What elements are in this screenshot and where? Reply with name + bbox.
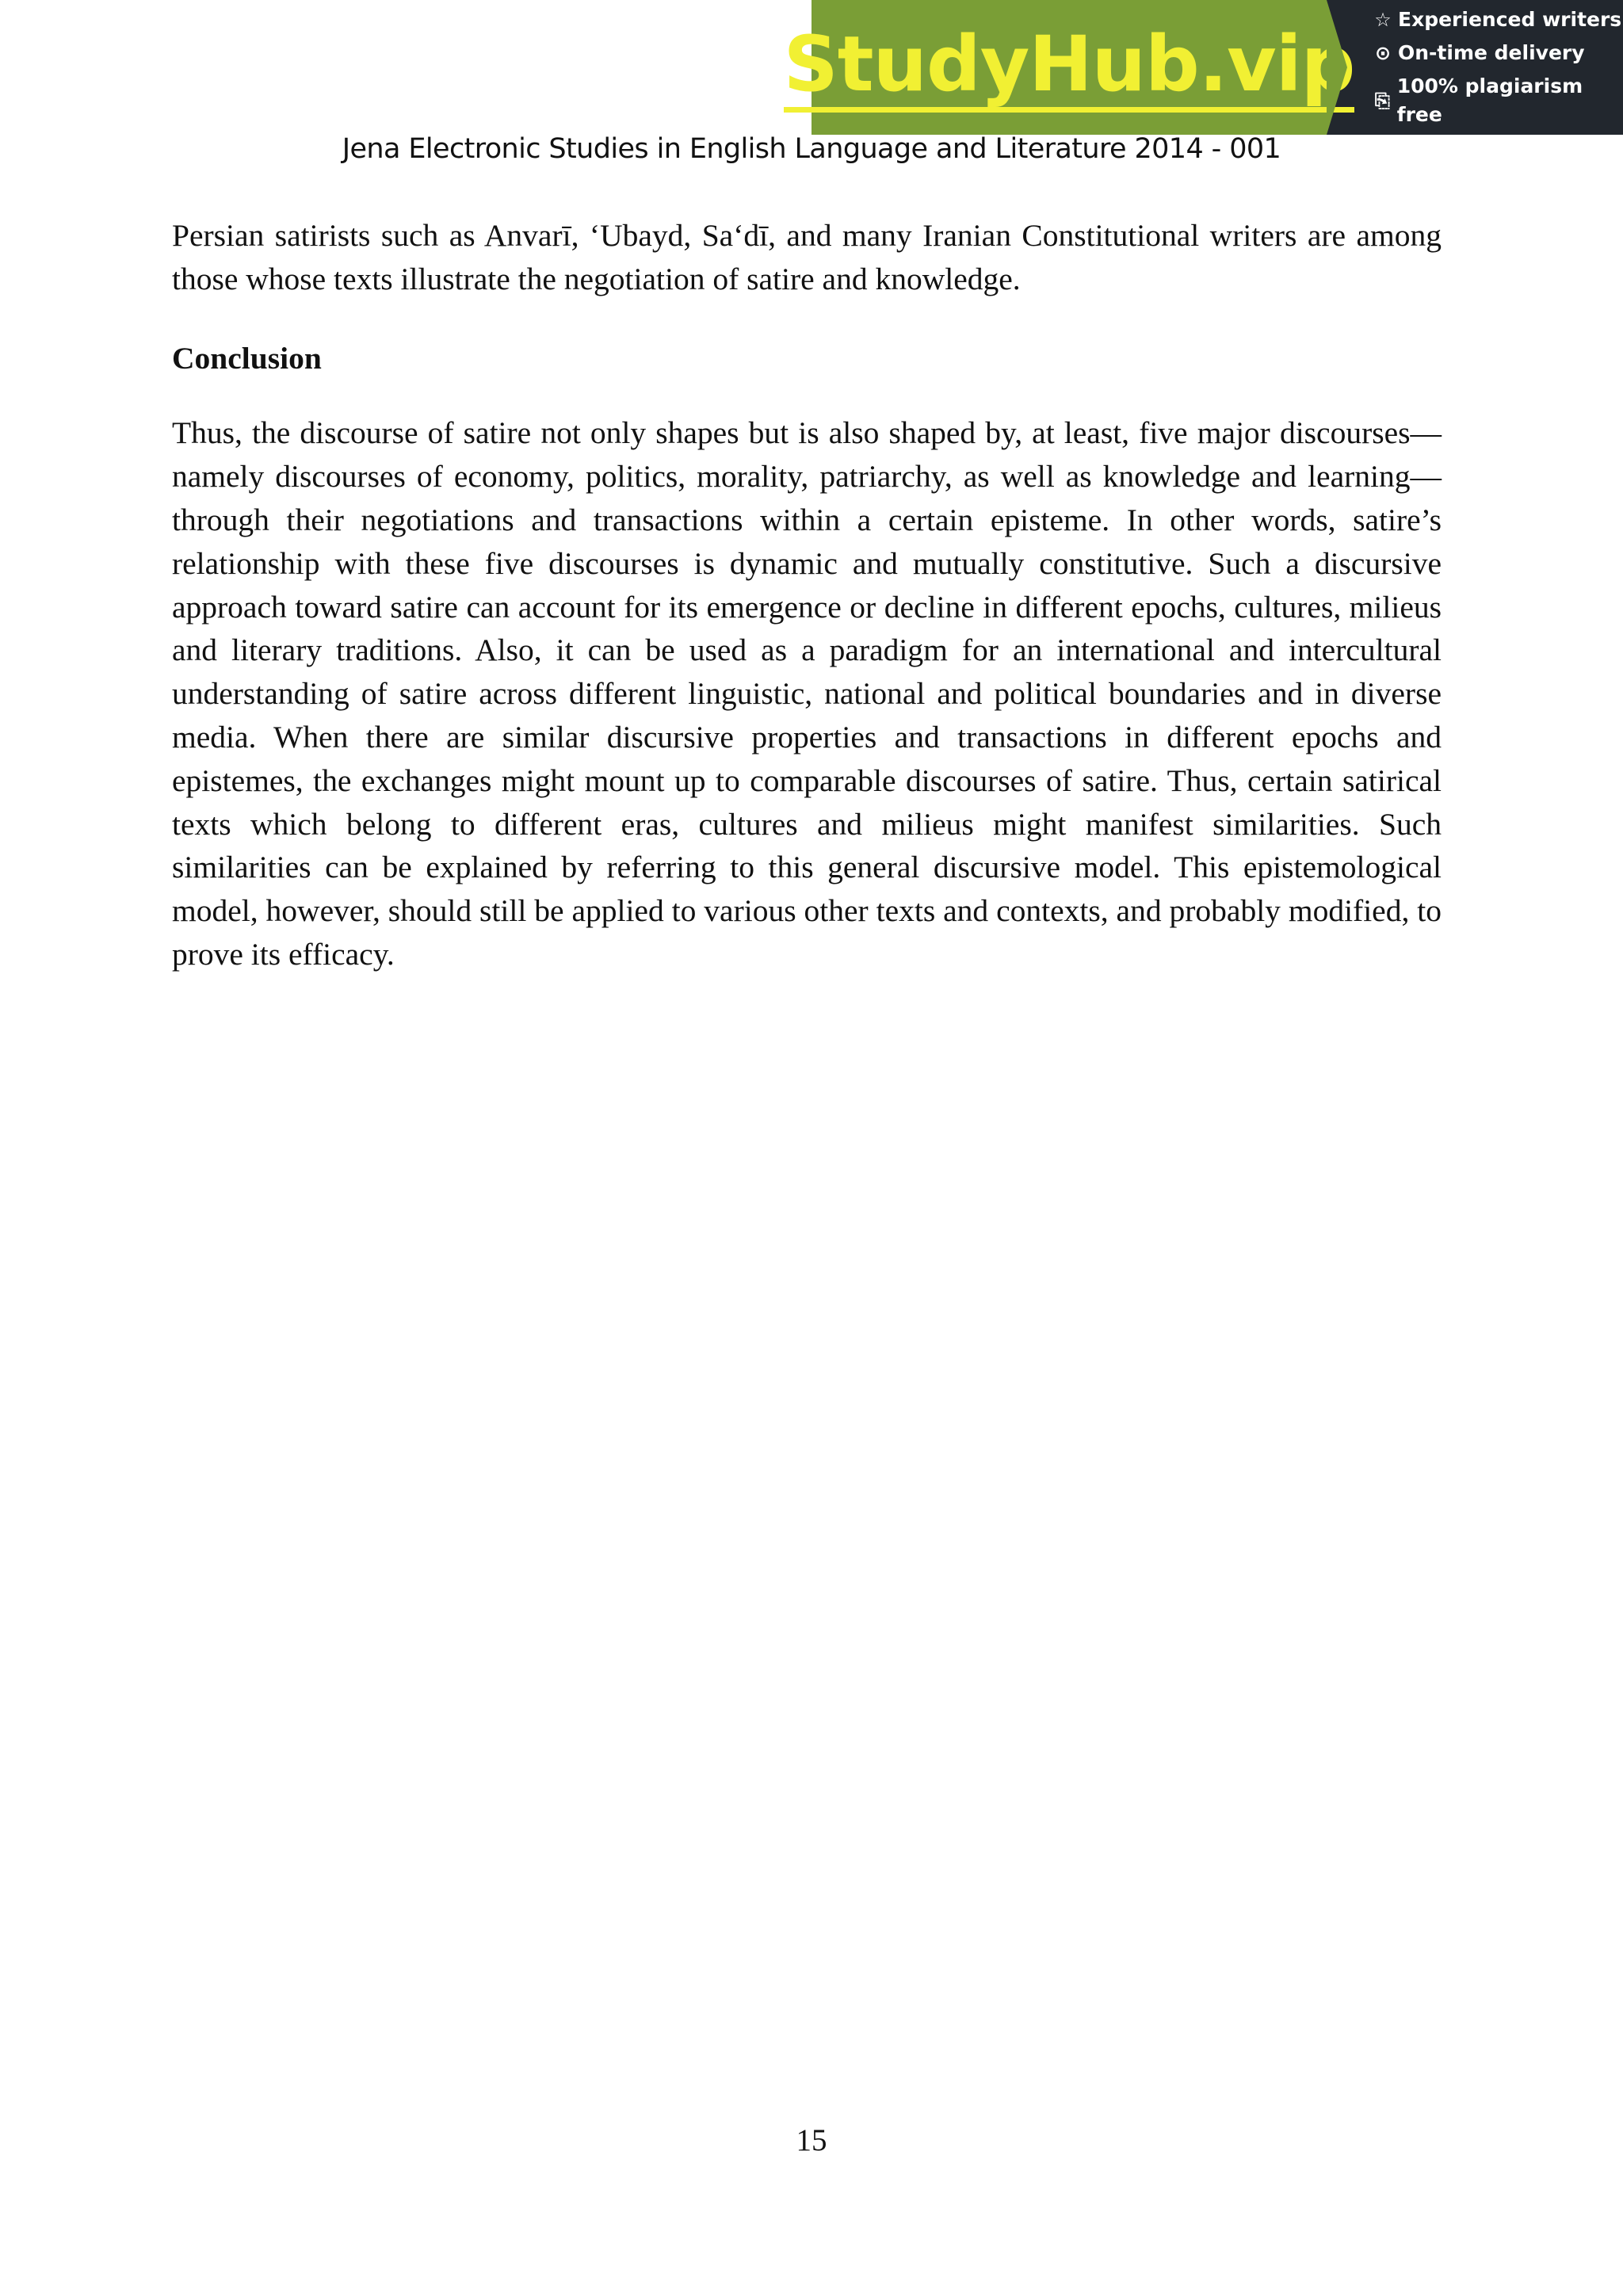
star-icon: ☆ (1374, 9, 1392, 31)
section-heading: Conclusion (172, 340, 322, 376)
feature-label: Experienced writers (1398, 8, 1622, 31)
paragraph: Persian satirists such as Anvarī, ‘Ubayd, Sa‘dī, and many Iranian Constitutional writers are among those whose texts illustrate the negotiation of satire and knowledge. (172, 218, 1442, 296)
studyhub-banner[interactable] (783, 0, 1623, 135)
banner-features (1327, 0, 1623, 135)
feature-experienced-writers (1373, 6, 1623, 34)
running-header: Jena Electronic Studies in English Language and Literature 2014 - 001 (342, 133, 1281, 165)
clock-icon: ⊙ (1374, 42, 1392, 64)
feature-on-time-delivery (1373, 39, 1623, 67)
logo-text: StudyHub.vip (784, 23, 1355, 113)
banner-divider-arrow (1327, 0, 1347, 135)
page-number: 15 (796, 2123, 827, 2157)
feature-label: 100% plagiarism free (1396, 74, 1583, 126)
studyhub-logo[interactable] (783, 0, 1355, 135)
document-body (172, 214, 1442, 976)
paragraph: Thus, the discourse of satire not only shapes but is also shaped by, at least, five major discourses—namely discourses of economy, politics, morality, patriarchy, as well as knowledge and learning—through their negotiations and transactions within a certain episteme. In other words, satire’s relationship with these five discourses is dynamic and mutually constitutive. Such a discursive approach toward satire can account for its emergence or decline in different epochs, cultures, milieus and literary traditions. Also, it can be used as a paradigm for an international and intercultural understanding of satire across different linguistic, national and political boundaries and in diverse media. When there are similar discursive properties and transactions in different epochs and epistemes, the exchanges might mount up to comparable discourses of satire. Thus, certain satirical texts which belong to different eras, cultures and milieus might manifest similarities. Such similarities can be explained by referring to this general discursive model. This epistemological model, however, should still be applied to various other texts and contexts, and probably modified, to prove its efficacy. (172, 415, 1442, 972)
document-check-icon: ⎘ (1374, 90, 1390, 112)
feature-label: On-time delivery (1398, 41, 1585, 64)
feature-plagiarism-free (1373, 72, 1623, 129)
